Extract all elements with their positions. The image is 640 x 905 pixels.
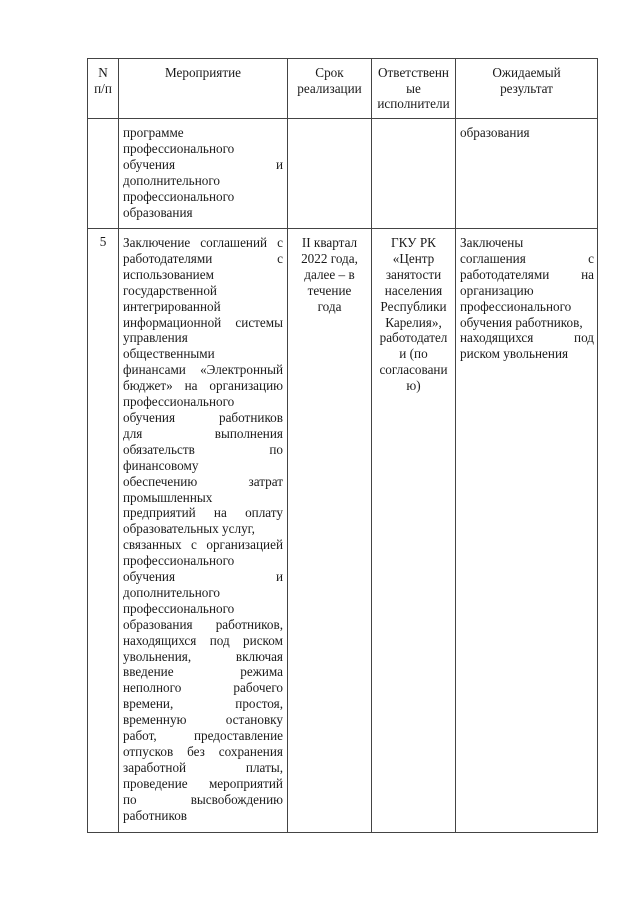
- text-line: соглашения с: [460, 250, 594, 266]
- text-line: заработной платы,: [123, 759, 283, 775]
- text-line: использованием: [123, 266, 214, 282]
- col-divider-4: [455, 58, 456, 833]
- text-line: находящихся под: [460, 330, 594, 346]
- header-term: Срок реализации: [297, 65, 362, 96]
- text-line: обучения работников: [123, 409, 283, 425]
- text-line: обеспечению затрат: [123, 473, 283, 489]
- text-line: профессионального: [123, 394, 235, 410]
- table-left-border: [87, 58, 88, 833]
- text-line: профессионального: [460, 298, 572, 314]
- header-responsible: Ответственн ые исполнители: [377, 65, 450, 112]
- text-line: обучения и: [123, 569, 283, 585]
- text-line: информационной системы: [123, 314, 283, 330]
- header-event: Мероприятие: [164, 65, 242, 80]
- row-5-responsible-cell: ГКУ РК «Центр занятости населения Республики Карелия», работодател и (по согласовани ю): [379, 235, 448, 394]
- text-line: интегрированной: [123, 298, 221, 314]
- text-line: предприятий на оплату: [123, 505, 283, 521]
- text-line: неполного рабочего: [123, 680, 283, 696]
- continuation-result-cell: образования: [460, 125, 530, 140]
- text-line: организацию: [460, 282, 534, 298]
- row-5-result-cell: [460, 235, 594, 362]
- header-bottom-border: [87, 118, 597, 119]
- table-right-border: [597, 58, 598, 833]
- text-line: государственной: [123, 282, 217, 298]
- text-line: временную остановку: [123, 712, 283, 728]
- header-num: N п/п: [94, 65, 112, 96]
- text-line: Заключение соглашений с: [123, 235, 283, 250]
- text-line: профессионального: [123, 600, 235, 616]
- row-5-term-cell: II квартал 2022 года, далее – в течение года: [301, 235, 358, 314]
- text-line: образования работников,: [123, 616, 283, 632]
- text-line: работ, предоставление: [123, 728, 283, 744]
- col-divider-3: [371, 58, 372, 833]
- text-line: финансовому: [123, 457, 199, 473]
- text-line: работодателями на: [460, 266, 594, 282]
- row-divider: [87, 228, 597, 229]
- text-line: риском увольнения: [460, 346, 569, 362]
- text-line: увольнения, включая: [123, 648, 283, 664]
- text-line: для выполнения: [123, 425, 283, 441]
- row-5-event-cell: [123, 235, 283, 824]
- table-top-border: [87, 58, 597, 59]
- text-line: работников: [123, 807, 188, 823]
- continuation-event-cell: программе профессионального обучения и дополнительного профессионального образования: [123, 125, 283, 220]
- text-line: находящихся под риском: [123, 632, 283, 648]
- text-line: образовательных услуг,: [123, 521, 255, 537]
- text-line: по высвобождению: [123, 791, 283, 807]
- text-line: связанных с организацией: [123, 537, 283, 553]
- text-line: работодателями с: [123, 250, 283, 266]
- text-line: профессионального: [123, 553, 235, 569]
- col-divider-2: [287, 58, 288, 833]
- text-line: обучения работников,: [460, 314, 583, 330]
- text-line: дополнительного: [123, 584, 221, 600]
- text-line: времени, простоя,: [123, 696, 283, 712]
- text-line: введение режима: [123, 664, 283, 680]
- header-result: Ожидаемый результат: [492, 65, 561, 96]
- row-5-number: 5: [99, 234, 107, 249]
- text-line: бюджет» на организацию: [123, 378, 283, 394]
- text-line: финансами «Электронный: [123, 362, 283, 378]
- col-divider-1: [118, 58, 119, 833]
- text-line: промышленных: [123, 489, 213, 505]
- text-line: обязательств по: [123, 441, 283, 457]
- text-line: общественными: [123, 346, 215, 362]
- text-line: Заключены: [460, 235, 524, 250]
- text-line: управления: [123, 330, 188, 346]
- table-bottom-border: [87, 832, 597, 833]
- text-line: проведение мероприятий: [123, 775, 283, 791]
- text-line: отпусков без сохранения: [123, 744, 283, 759]
